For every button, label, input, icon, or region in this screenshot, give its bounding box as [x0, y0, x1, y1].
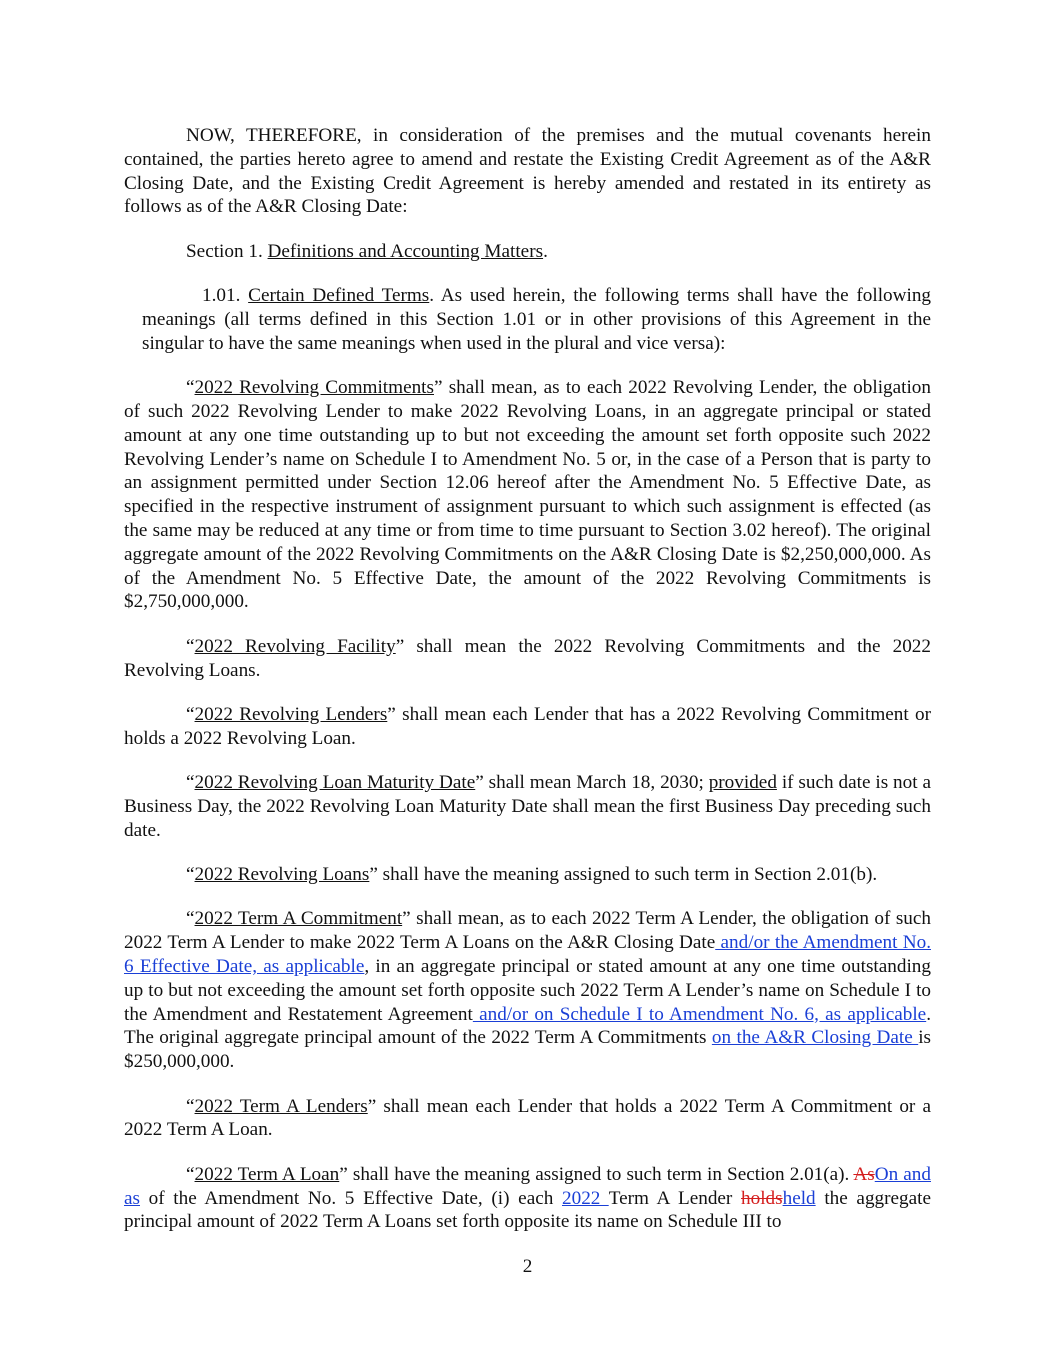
section-1-heading: [124, 240, 931, 264]
definition-text: of the Amendment No. 5 Effective Date, (i) each: [139, 1187, 562, 1209]
deleted-text: holds: [741, 1187, 783, 1209]
section-suffix: .: [543, 240, 548, 262]
inserted-text: 2022: [562, 1187, 609, 1209]
deleted-text: As: [853, 1163, 875, 1185]
defined-term: 2022 Revolving Loan Maturity Date: [194, 772, 476, 794]
inserted-text: On and as: [124, 1163, 931, 1209]
definition-term-a-lenders: “2022 Term A Lenders” shall mean each Lender that holds a 2022 Term A Commitment or a 2022 Term A Loan.: [124, 1095, 931, 1141]
subsection-number: 1.01.: [202, 285, 249, 307]
defined-term: 2022 Term A Commitment: [194, 908, 403, 930]
definition-revolving-facility: “2022 Revolving Facility” shall mean the 2022 Revolving Commitments and the 2022 Revolving Loans.: [124, 635, 931, 681]
definition-revolving-maturity-date: “2022 Revolving Loan Maturity Date” shall mean March 18, 2030; provided if such date is not a Business Day, the 2022 Revolving Loan Maturity Date shall mean the first Business Day preceding such date.: [124, 772, 931, 841]
subsection-title: Certain Defined Terms: [248, 285, 430, 307]
definition-text: ” shall have the meaning assigned to such term in Section 2.01(a).: [339, 1163, 854, 1185]
inserted-text: held: [782, 1187, 816, 1209]
definition-term-a-loan: “2022 Term A Loan” shall have the meaning assigned to such term in Section 2.01(a). AsOn and as of the Amendment No. 5 Effective Date, (i) each 2022 Term A Lender holdsheld the aggregate principal amount of 2022 Term A Loans set forth opposite its name on Schedule III to: [124, 1163, 931, 1233]
defined-term: 2022 Revolving Commitments: [194, 377, 434, 399]
inserted-text: and/or the Amendment No. 6 Effective Date, as applicable: [124, 932, 931, 978]
definition-text: Term A Lender: [608, 1187, 741, 1209]
definition-text: . The original aggregate principal amount of the 2022 Term A Commitments: [124, 1003, 931, 1049]
defined-term: 2022 Revolving Loans: [194, 864, 370, 886]
defined-term: 2022 Term A Lenders: [194, 1095, 368, 1117]
definition-text: ” shall mean the 2022 Revolving Commitments and the 2022 Revolving Loans.: [124, 635, 931, 681]
definition-text: ” shall have the meaning assigned to such term in Section 2.01(b).: [369, 864, 878, 886]
definition-revolving-commitments: “2022 Revolving Commitments” shall mean, as to each 2022 Revolving Lender, the obligation of such 2022 Revolving Lender to make 2022 Revolving Loans, in an aggregate principal or stated amount at any one time outstanding up to but not exceeding the amount set forth opposite such 2022 Revolving Lender’s name on Schedule I to Amendment No. 5 or, in the case of a Person that is party to an assignment permitted under Section 12.06 hereof after the Amendment No. 5 Effective Date, as specified in the respective instrument of assignment pursuant to which such assignment is effected (as the same may be reduced at any time or from time to time pursuant to Section 3.02 hereof). The original aggregate amount of the 2022 Revolving Commitments on the A&R Closing Date is $2,250,000,000. As of the Amendment No. 5 Effective Date, the amount of the 2022 Revolving Commitments is $2,750,000,000.: [124, 377, 931, 613]
definition-revolving-loans: “2022 Revolving Loans” shall have the meaning assigned to such term in Section 2.01(b).: [186, 864, 878, 886]
definition-text-continued: if such date is not a Business Day, the 2022 Revolving Loan Maturity Date shall mean the first Business Day preceding such date.: [124, 772, 931, 841]
subsection-1-01: [142, 284, 931, 355]
section-title: Definitions and Accounting Matters: [267, 240, 544, 262]
definition-revolving-lenders: “2022 Revolving Lenders” shall mean each Lender that has a 2022 Revolving Commitment or holds a 2022 Revolving Loan.: [124, 703, 932, 749]
document-page: [124, 124, 931, 1255]
definition-text: the aggregate principal amount of 2022 Term A Loans set forth opposite its name on Schedule III to: [124, 1187, 931, 1233]
subsection-text: . As used herein, the following terms shall have the following meanings (all terms defined in this Section 1.01 or in other provisions of this Agreement in the singular to have the same meanings when used in the plural and vice versa):: [142, 285, 932, 354]
page-number: 2: [522, 1256, 533, 1277]
inserted-text: and/or on Schedule I to Amendment No. 6, as applicable: [472, 1003, 927, 1025]
defined-term: 2022 Revolving Lenders: [194, 703, 388, 725]
definition-text: ” shall mean, as to each 2022 Term A Lender, the obligation of such 2022 Term A Lender to make 2022 Term A Loans on the A&R Closing Date: [124, 908, 931, 954]
intro-paragraph: NOW, THEREFORE, in consideration of the premises and the mutual covenants herein contained, the parties hereto agree to amend and restate the Existing Credit Agreement as of the A&R Closing Date, and the Existing Credit Agreement is hereby amended and restated in its entirety as follows as of the A&R Closing Date:: [124, 125, 931, 218]
section-prefix: Section 1.: [186, 240, 268, 262]
inserted-text: on the A&R Closing Date: [711, 1027, 919, 1049]
definition-text: ” shall mean each Lender that has a 2022 Revolving Commitment or holds a 2022 Revolving Loan.: [124, 703, 932, 749]
definition-text: ” shall mean each Lender that holds a 2022 Term A Commitment or a 2022 Term A Loan.: [124, 1095, 931, 1141]
definition-text: , in an aggregate principal or stated amount at any one time outstanding up to but not exceeding the amount set forth opposite such 2022 Term A Lender’s name on Schedule I to the Amendment and Restatement Agreement: [124, 956, 931, 1025]
provided-term: provided: [708, 772, 777, 794]
definition-term-a-commitment: “2022 Term A Commitment” shall mean, as to each 2022 Term A Lender, the obligation of such 2022 Term A Lender to make 2022 Term A Loans on the A&R Closing Date and/or the Amendment No. 6 Effective Date, as applicable, in an aggregate principal or stated amount at any one time outstanding up to but not exceeding the amount set forth opposite such 2022 Term A Lender’s name on Schedule I to the Amendment and Restatement Agreement and/or on Schedule I to Amendment No. 6, as applicable. The original aggregate principal amount of the 2022 Term A Commitments on the A&R Closing Date is $250,000,000.: [124, 908, 931, 1073]
defined-term: 2022 Revolving Facility: [194, 635, 396, 657]
definition-text: ” shall mean, as to each 2022 Revolving Lender, the obligation of such 2022 Revolving Lender to make 2022 Revolving Loans, in an aggregate principal or stated amount at any one time outstanding up to but not exceeding the amount set forth opposite such 2022 Revolving Lender’s name on Schedule I to Amendment No. 5 or, in the case of a Person that is party to an assignment permitted under Section 12.06 hereof after the Amendment No. 5 Effective Date, as specified in the respective instrument of assignment pursuant to which such assignment is effected (as the same may be reduced at any time or from time to time pursuant to Section 3.02 hereof). The original aggregate amount of the 2022 Revolving Commitments on the A&R Closing Date is $2,250,000,000. As of the Amendment No. 5 Effective Date, the amount of the 2022 Revolving Commitments is $2,750,000,000.: [124, 377, 931, 613]
definition-text: ” shall mean March 18, 2030;: [475, 772, 709, 794]
defined-term: 2022 Term A Loan: [194, 1163, 340, 1185]
definition-text: is $250,000,000.: [124, 1027, 931, 1073]
